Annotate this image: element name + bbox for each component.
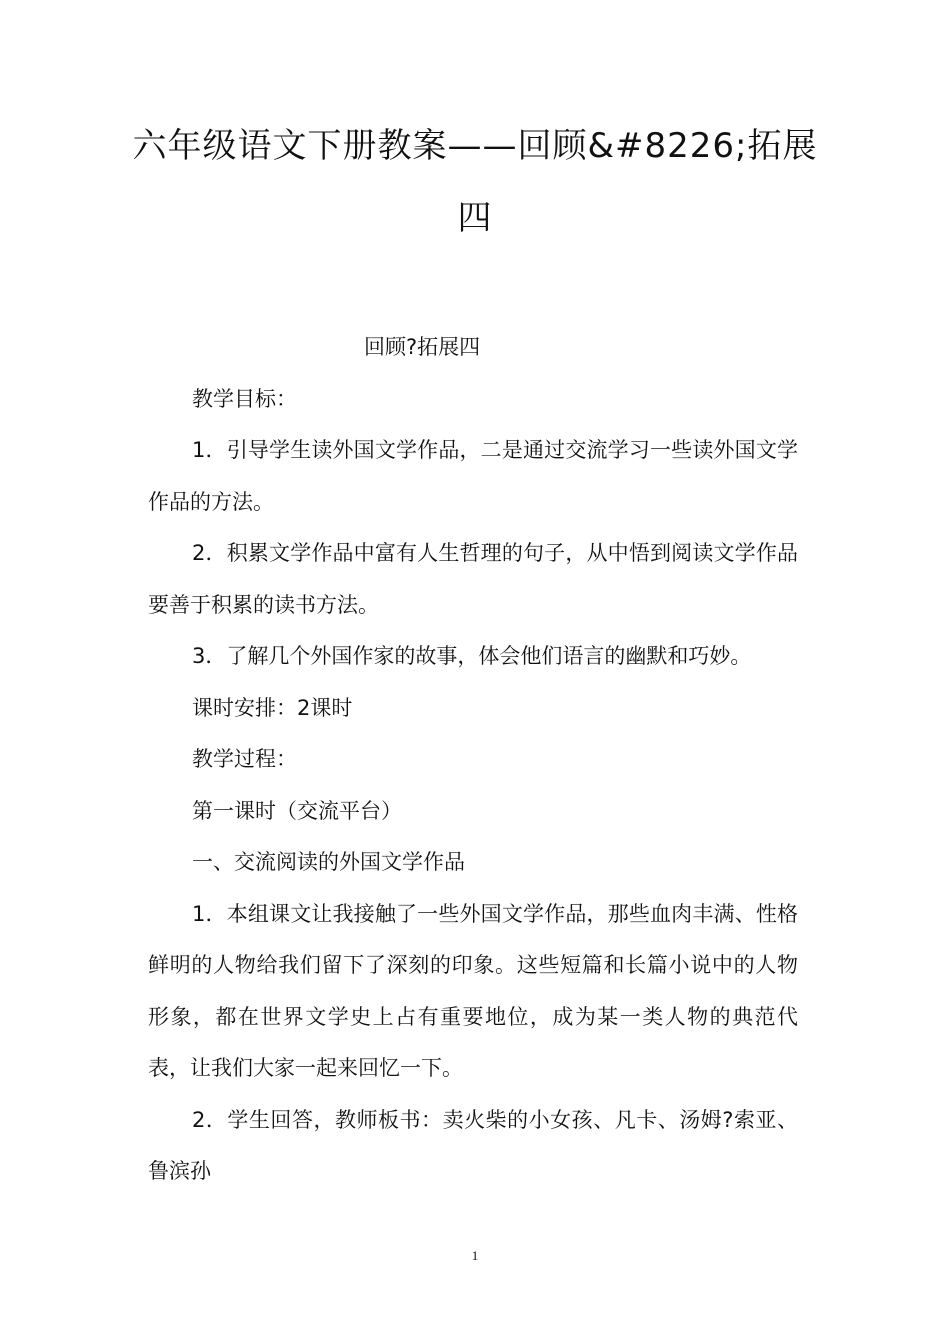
page-number: 1 <box>471 1248 479 1263</box>
document-title-line-2: 四 <box>457 198 493 238</box>
section-subtitle: 回顾?拓展四 <box>364 335 481 359</box>
paragraph-teaching-goals: 教学目标： <box>192 386 297 411</box>
paragraph-step-1: 1．本组课文让我接触了一些外国文学作品，那些血肉丰满、性格鲜明的人物给我们留下了深刻的印象。这些短篇和长篇小说中的人物形象，都在世界文学史上占有重要地位，成为某一类人物的典范代表，让我们大家一起来回忆一下。 <box>148 901 798 1080</box>
paragraph-goal-1: 1．引导学生读外国文学作品，二是通过交流学习一些读外国文学作品的方法。 <box>148 438 798 514</box>
paragraph-section-1: 一、交流阅读的外国文学作品 <box>192 850 465 874</box>
paragraph-lesson-1: 第一课时（交流平台） <box>192 798 402 823</box>
paragraph-process: 教学过程： <box>192 747 297 771</box>
document-title-line-1: 六年级语文下册教案——回顾&#8226;拓展 <box>132 126 818 166</box>
document-title <box>120 110 830 254</box>
paragraph-goal-2: 2．积累文学作品中富有人生哲理的句子，从中悟到阅读文学作品要善于积累的读书方法。 <box>148 541 798 617</box>
paragraph-goal-3: 3．了解几个外国作家的故事，体会他们语言的幽默和巧妙。 <box>192 644 752 668</box>
document-body <box>148 322 798 1198</box>
paragraph-schedule: 课时安排：2课时 <box>192 695 353 720</box>
paragraph-step-2: 2．学生回答，教师板书：卖火柴的小女孩、凡卡、汤姆?索亚、鲁滨孙 <box>148 1107 798 1183</box>
